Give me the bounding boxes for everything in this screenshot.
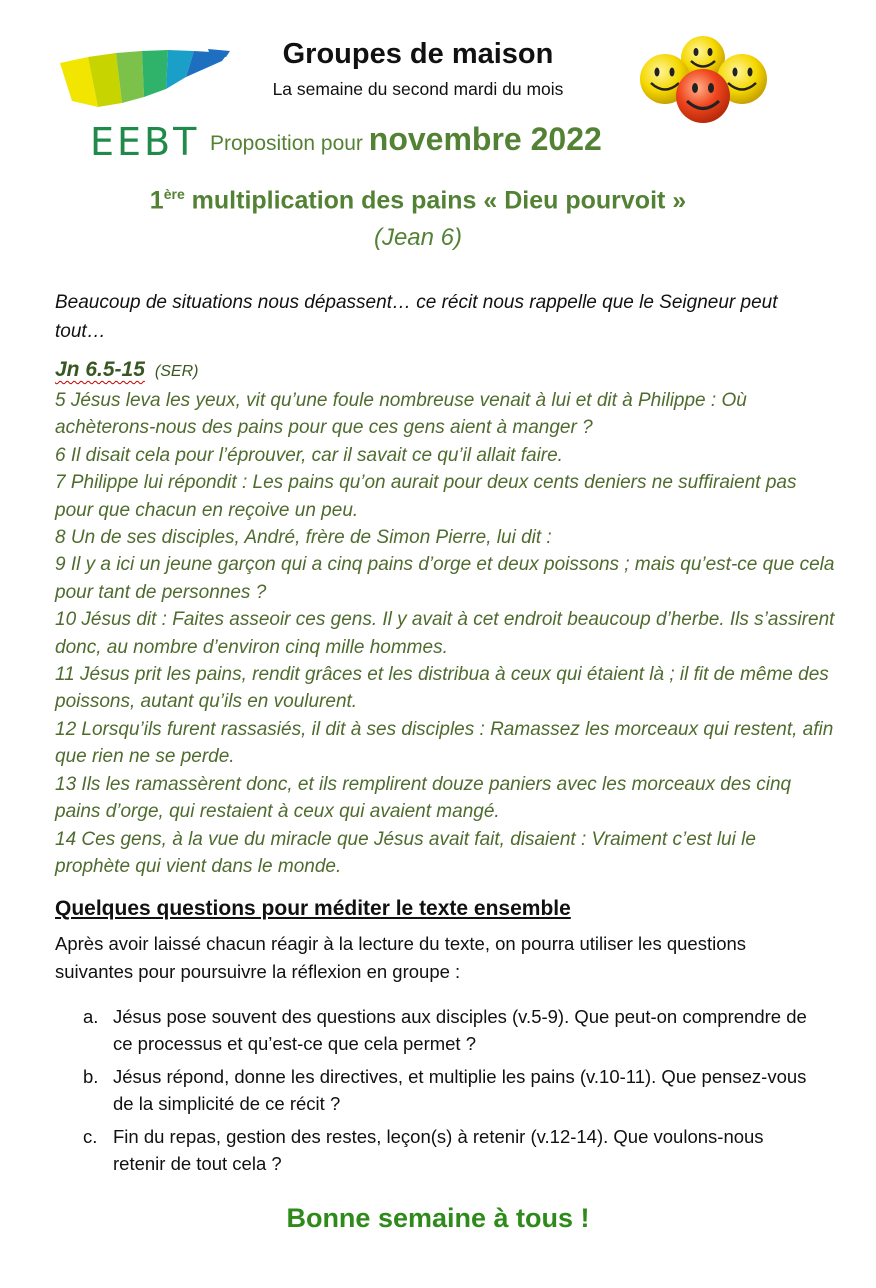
intro-text: Beaucoup de situations nous dépassent… ce récit nous rappelle que le Seigneur peut tout… <box>55 292 778 342</box>
list-item <box>55 1063 815 1117</box>
proposal-line <box>210 121 602 158</box>
verse: 12 Lorsqu’ils furent rassasiés, il dit à ses disciples : Ramassez les morceaux qui restent, afin que rien ne se perde. <box>55 718 834 768</box>
list-item-marker: a. <box>83 1006 99 1027</box>
verse: 8 Un de ses disciples, André, frère de Simon Pierre, lui dit : <box>55 527 552 549</box>
smiley-faces-icon <box>615 34 790 139</box>
page-subtitle: La semaine du second mardi du mois <box>272 79 564 99</box>
list-item-text: Jésus répond, donne les directives, et multiplie les pains (v.10-11). Que pensez-vous de la simplicité de ce récit ? <box>113 1066 807 1114</box>
passage-version: (SER) <box>154 363 199 380</box>
smileys-image <box>615 34 790 139</box>
verse: 6 Il disait cela pour l’éprouver, car il savait ce qu’il allait faire. <box>55 444 563 466</box>
passage-heading <box>55 358 198 382</box>
verse: 11 Jésus prit les pains, rendit grâces et les distribua à ceux qui étaient là ; il fit de même des poissons, autant qu’ils en voulurent. <box>55 664 829 713</box>
verse: 7 Philippe lui répondit : Les pains qu’on aurait pour deux cents deniers ne suffiraient pas pour que chacun en reçoive un peu. <box>55 472 797 521</box>
verse: 10 Jésus dit : Faites asseoir ces gens. Il y avait à cet endroit beaucoup d’herbe. Ils s’assirent donc, au nombre d’environ cinq mille hommes. <box>55 609 835 658</box>
questions-heading: Quelques questions pour méditer le texte ensemble <box>55 897 571 920</box>
list-item <box>55 1123 815 1177</box>
questions-list <box>55 1003 815 1183</box>
verse: 9 Il y a ici un jeune garçon qui a cinq pains d’orge et deux poissons ; mais qu’est-ce que cela pour tant de personnes ? <box>55 554 835 603</box>
logo-text: EEBT <box>90 120 200 164</box>
list-item-marker: c. <box>83 1126 98 1147</box>
list-item-marker: b. <box>83 1066 99 1087</box>
main-title: 1ère multiplication des pains « Dieu pourvoit » <box>149 186 687 215</box>
page-title: Groupes de maison <box>282 38 554 70</box>
passage-ref: Jn 6.5-15 <box>55 358 145 381</box>
list-item <box>55 1003 815 1057</box>
scripture-reference: (Jean 6) <box>373 224 463 251</box>
proposal-prefix: Proposition pour <box>210 132 369 155</box>
verse: 13 Ils les ramassèrent donc, et ils remplirent douze paniers avec les morceaux des cinq pains d’orge, qui restaient à ceux qui avaient mangé. <box>55 773 792 823</box>
verse: 14 Ces gens, à la vue du miracle que Jésus avait fait, disaient : Vraiment c’est lui le prophète qui vient dans le monde. <box>55 828 756 877</box>
passage-verses <box>55 387 835 880</box>
list-item-text: Jésus pose souvent des questions aux disciples (v.5-9). Que peut-on comprendre de ce processus et qu’est-ce que cela permet ? <box>113 1006 807 1054</box>
list-item-text: Fin du repas, gestion des restes, leçon(s) à retenir (v.12-14). Que voulons-nous retenir de tout cela ? <box>113 1126 764 1174</box>
questions-intro: Après avoir laissé chacun réagir à la lecture du texte, on pourra utiliser les questions suivantes pour poursuivre la réflexion en groupe : <box>55 933 747 982</box>
closing-message: Bonne semaine à tous ! <box>286 1203 590 1233</box>
proposal-month: novembre 2022 <box>368 121 602 157</box>
verse: 5 Jésus leva les yeux, vit qu’une foule nombreuse venait à lui et dit à Philippe : Où achèterons-nous des pains pour que ces gens aient à manger ? <box>55 390 747 439</box>
